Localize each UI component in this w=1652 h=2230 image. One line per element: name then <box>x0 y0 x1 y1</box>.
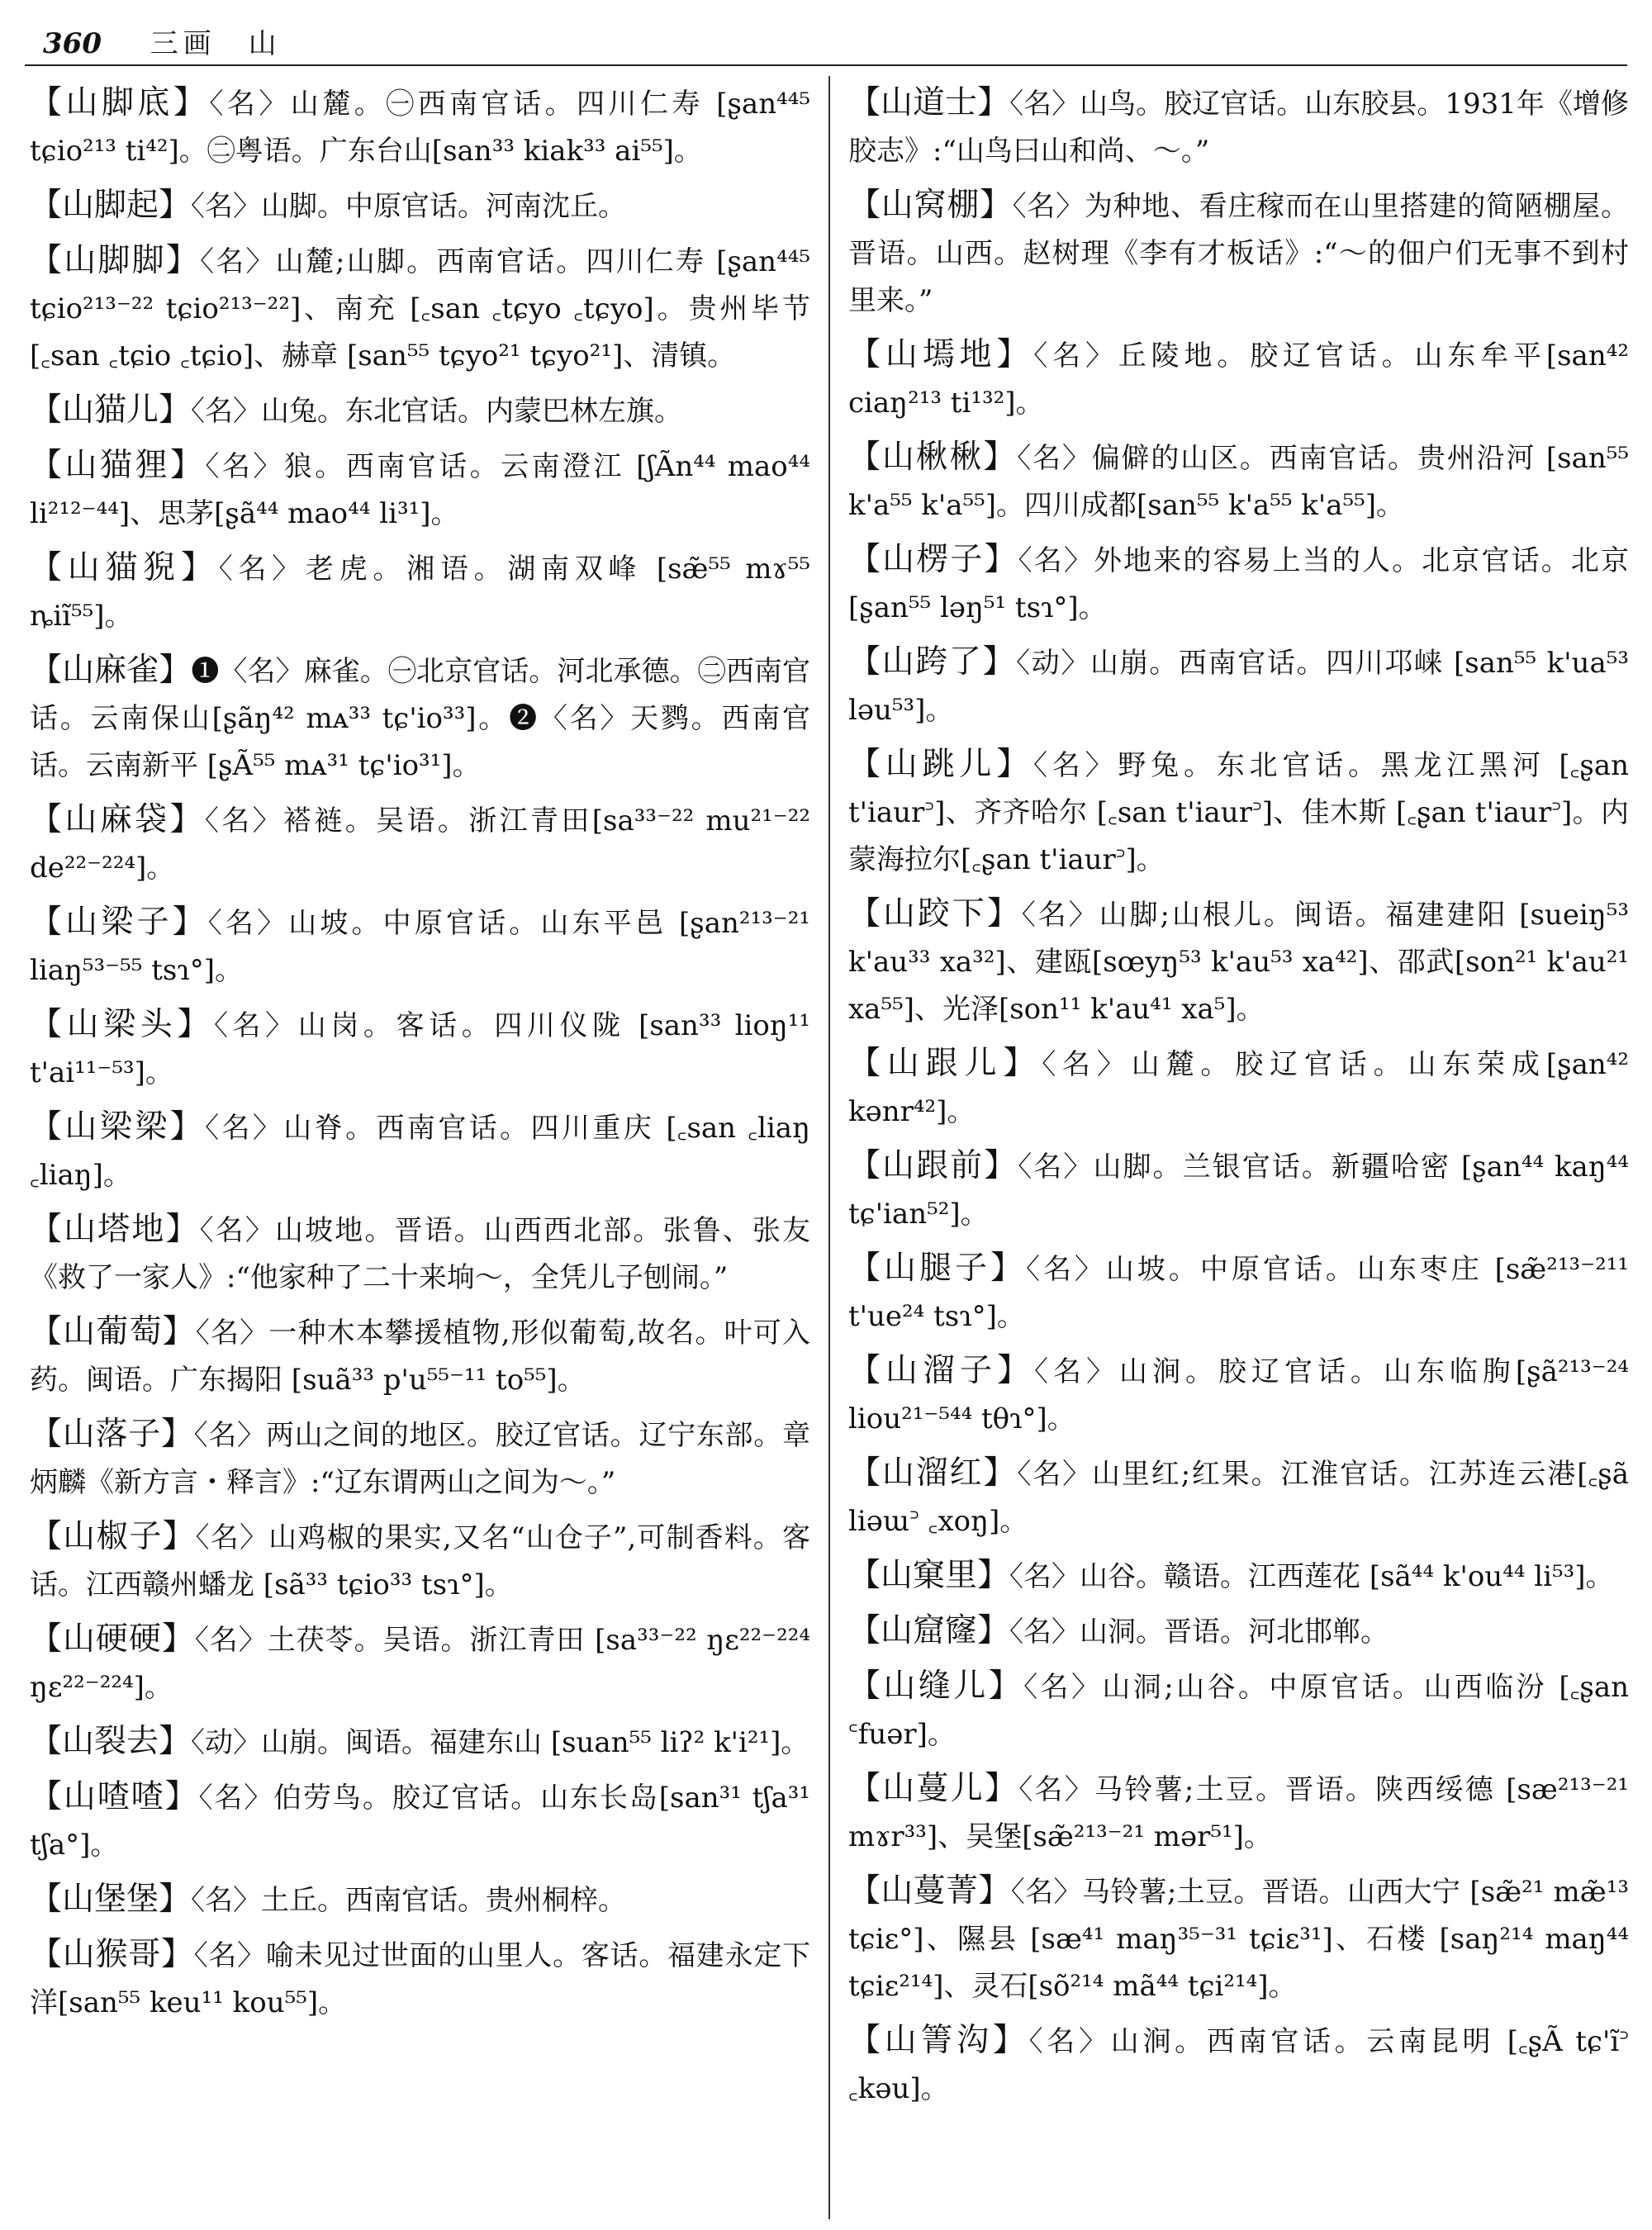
entry-headword: 【山脚起】 <box>30 187 192 224</box>
dictionary-entry <box>848 182 1629 325</box>
dictionary-entry <box>30 796 810 892</box>
dictionary-entry <box>30 1616 810 1711</box>
dictionary-entry <box>848 1142 1629 1238</box>
dictionary-entry <box>848 1040 1629 1136</box>
dictionary-entry <box>848 1245 1629 1340</box>
entry-headword: 【山麻袋】 <box>30 801 205 838</box>
entry-definition: 〈名〉山洞。晋语。河北邯郸。 <box>1009 1616 1389 1649</box>
dictionary-entry <box>30 387 810 435</box>
dictionary-entry <box>848 890 1629 1033</box>
entry-definition: 〈名〉山麓。㊀西南官话。四川仁寿 [ʂan⁴⁴⁵ tɕio²¹³ ti⁴²]。㊁粤语。广东台山[san³³ kiak³³ ai⁵⁵]。 <box>30 88 810 168</box>
entry-headword: 【山溜红】 <box>848 1454 1018 1492</box>
entry-definition: 〈名〉山岗。客话。四川仪陇 [san³³ lioŋ¹¹ t'ai¹¹⁻⁵³]。 <box>30 1009 810 1089</box>
entry-headword: 【山蔓儿】 <box>848 1770 1019 1807</box>
entry-headword: 【山硬硬】 <box>30 1620 195 1658</box>
entry-definition: 〈名〉偏僻的山区。西南官话。贵州沿河 [san⁵⁵ k'a⁵⁵ k'a⁵⁵]。四川成都[san⁵⁵ k'a⁵⁵ k'a⁵⁵]。 <box>848 442 1629 522</box>
dictionary-entry <box>30 544 810 640</box>
dictionary-entry <box>30 1001 810 1097</box>
entry-headword: 【山梁头】 <box>30 1006 214 1043</box>
dictionary-entry <box>30 1103 810 1199</box>
entry-definition: 〈名〉山麓。胶辽官话。山东荣成[ʂan⁴² kənr⁴²]。 <box>848 1048 1629 1128</box>
entry-definition: ❶〈名〉麻雀。㊀北京官话。河北承德。㊁西南官话。云南保山[ʂãŋ⁴² mᴀ³³ tɕ'io³³]。❷〈名〉天鹨。西南官话。云南新平 [ʂÃ⁵⁵ mᴀ³¹ tɕ'io³¹]。 <box>30 655 810 782</box>
entry-definition: 〈名〉马铃薯;土豆。晋语。陕西绥德 [sæ²¹³⁻²¹ mɤr³³]、吴堡[sæ̃²¹³⁻²¹ mər⁵¹]。 <box>848 1773 1629 1853</box>
dictionary-entry <box>848 434 1629 529</box>
entry-definition: 〈名〉褡裢。吴语。浙江青田[sa³³⁻²² mu²¹⁻²² de²²⁻²²⁴]。 <box>30 804 810 885</box>
entry-headword: 【山堡堡】 <box>30 1881 192 1918</box>
entry-headword: 【山麻雀】 <box>30 652 192 689</box>
entry-definition: 〈名〉山坡。中原官话。山东枣庄 [sæ̃²¹³⁻²¹¹ t'ue²⁴ tsɿ°]。 <box>848 1253 1629 1333</box>
entry-headword: 【山道士】 <box>848 84 1010 121</box>
entry-headword: 【山溜子】 <box>848 1352 1034 1389</box>
entry-definition: 〈名〉野兔。东北官话。黑龙江黑河 [꜀ʂan t'iaur꜄]、齐齐哈尔 [꜀san t'iaur꜄]、佳木斯 [꜀ʂan t'iaur꜄]。内蒙海拉尔[꜀ʂan t'iaur꜄]。 <box>848 749 1629 876</box>
entry-headword: 【山跟儿】 <box>848 1045 1042 1082</box>
entry-definition: 〈名〉山鸟。胶辽官话。山东胶县。1931年《增修胶志》:“山鸟曰山和尚、～。” <box>848 88 1629 168</box>
dictionary-entry <box>848 741 1629 884</box>
entry-definition: 〈名〉狼。西南官话。云南澄江 [ʃÃn⁴⁴ mao⁴⁴ li²¹²⁻⁴⁴]、思茅[ʂã⁴⁴ mao⁴⁴ li³¹]。 <box>30 450 810 530</box>
entry-definition: 〈名〉山兔。东北官话。内蒙巴林左旗。 <box>191 395 683 428</box>
entry-definition: 〈名〉山洞;山谷。中原官话。山西临汾 [꜀ʂan ꜂fuər]。 <box>848 1671 1629 1751</box>
entry-headword: 【山裂去】 <box>30 1723 192 1760</box>
page-number: 360 <box>43 27 102 60</box>
entry-headword: 【山窝棚】 <box>848 187 1013 224</box>
entry-headword: 【山猫儿】 <box>30 391 192 429</box>
entry-definition: 〈名〉两山之间的地区。胶辽官话。辽宁东部。章炳麟《新方言・释言》:“辽东谓两山之间为～。” <box>30 1419 810 1499</box>
entry-definition: 〈名〉山脊。西南官话。四川重庆 [꜀san ꜀liaŋ ꜀liaŋ]。 <box>30 1112 810 1192</box>
entry-headword: 【山脚脚】 <box>30 242 201 279</box>
entry-headword: 【山蔓菁】 <box>848 1872 1011 1910</box>
dictionary-entry <box>30 237 810 380</box>
dictionary-entry <box>848 331 1629 427</box>
entry-headword: 【山跳儿】 <box>848 746 1033 783</box>
entry-headword: 【山腿子】 <box>848 1250 1026 1287</box>
section-label: 三画 <box>150 27 216 60</box>
dictionary-entry <box>30 79 810 175</box>
dictionary-entry <box>30 1931 810 2027</box>
dictionary-entry <box>848 79 1629 175</box>
entry-definition: 〈名〉山脚。中原官话。河南沈丘。 <box>191 190 627 223</box>
entry-definition: 〈名〉马铃薯;土豆。晋语。山西大宁 [sæ̃²¹ mæ̃¹³ tɕiɛ°]、隰县 [sæ⁴¹ maŋ³⁵⁻³¹ tɕiɛ³¹]、石楼 [saŋ²¹⁴ maŋ⁴⁴ tɕiɛ²¹⁴]、灵石[sõ²¹⁴ mã⁴⁴ tɕi²¹⁴]。 <box>848 1876 1629 2003</box>
entry-headword: 【山楞子】 <box>848 541 1018 578</box>
entry-definition: 〈名〉山脚;山根儿。闽语。福建建阳 [sueiŋ⁵³ k'au³³ xa³²]、建瓯[sœyŋ⁵³ k'au⁵³ xa⁴²]、邵武[son²¹ k'au²¹ xa⁵⁵]、光泽[son¹¹ k'au⁴¹ xa⁵]。 <box>848 899 1629 1026</box>
dictionary-entry <box>30 1773 810 1869</box>
entry-headword: 【山椒子】 <box>30 1518 196 1555</box>
column-divider <box>828 76 830 2219</box>
entry-definition: 〈名〉伯劳鸟。胶辽官话。山东长岛[san³¹ tʃa³¹ tʃa°]。 <box>30 1782 810 1862</box>
dictionary-entry <box>848 1347 1629 1443</box>
header-rule <box>25 64 1627 66</box>
dictionary-entry <box>30 647 810 790</box>
entry-definition: 〈名〉外地来的容易上当的人。北京官话。北京 [ʂan⁵⁵ ləŋ⁵¹ tsɿ°]。 <box>848 544 1629 624</box>
entry-headword: 【山跨了】 <box>848 643 1017 681</box>
entry-definition: 〈名〉一种木本攀援植物,形似葡萄,故名。叶可入药。闽语。广东揭阳 [suã³³ p'u⁵⁵⁻¹¹ to⁵⁵]。 <box>30 1317 810 1397</box>
entry-headword: 【山梁子】 <box>30 904 208 941</box>
entry-definition: 〈名〉山脚。兰银官话。新疆哈密 [ʂan⁴⁴ kaŋ⁴⁴ tɕ'ian⁵²]。 <box>848 1151 1629 1231</box>
entry-definition: 〈名〉丘陵地。胶辽官话。山东牟平[san⁴² ciaŋ²¹³ ti¹³²]。 <box>848 339 1629 420</box>
dictionary-entry <box>30 1513 810 1609</box>
entry-headword: 【山墕地】 <box>848 336 1034 373</box>
page-header <box>43 23 1612 64</box>
entry-headword: 【山箐沟】 <box>848 2022 1029 2059</box>
entry-definition: 〈动〉山崩。闽语。福建东山 [suan⁵⁵ liʔ² k'i²¹]。 <box>191 1726 809 1759</box>
dictionary-entry <box>848 1552 1629 1601</box>
entry-definition: 〈动〉山崩。西南官话。四川邛崃 [san⁵⁵ k'ua⁵³ ləu⁵³]。 <box>848 647 1629 727</box>
dictionary-entry <box>848 1607 1629 1656</box>
dictionary-entry <box>30 182 810 230</box>
entry-headword: 【山喳喳】 <box>30 1778 199 1815</box>
dictionary-entry <box>30 1411 810 1506</box>
entry-headword: 【山落子】 <box>30 1416 194 1453</box>
dictionary-entry <box>30 1206 810 1302</box>
entry-definition: 〈名〉山涧。胶辽官话。山东临朐[ʂã²¹³⁻²⁴ liou²¹⁻⁵⁴⁴ tθɿ°]。 <box>848 1355 1629 1435</box>
entry-definition: 〈名〉为种地、看庄稼而在山里搭建的简陋棚屋。晋语。山西。赵树理《李有才板话》:“～的佃户们无事不到村里来。” <box>848 190 1629 317</box>
entry-headword: 【山缝儿】 <box>848 1668 1024 1705</box>
entry-definition: 〈名〉老虎。湘语。湖南双峰 [sæ̃⁵⁵ mɤ⁵⁵ ȵiĩ⁵⁵]。 <box>30 553 810 633</box>
entry-definition: 〈名〉土茯苓。吴语。浙江青田 [sa³³⁻²² ŋɛ²²⁻²²⁴ ŋɛ²²⁻²²⁴]。 <box>30 1624 810 1704</box>
entry-headword: 【山跤下】 <box>848 895 1022 932</box>
entry-headword: 【山梁梁】 <box>30 1108 206 1146</box>
dictionary-entry <box>30 1718 810 1767</box>
entry-definition: 〈名〉土丘。西南官话。贵州桐梓。 <box>191 1884 627 1917</box>
entry-headword: 【山跟前】 <box>848 1147 1018 1184</box>
dictionary-entry <box>848 638 1629 734</box>
entry-headword: 【山楸楸】 <box>848 439 1018 476</box>
entry-definition: 〈名〉山谷。赣语。江西莲花 [sã⁴⁴ k'ou⁴⁴ li⁵³]。 <box>1009 1560 1614 1593</box>
entry-headword: 【山猫狸】 <box>30 447 206 484</box>
dictionary-entry <box>30 899 810 994</box>
entry-definition: 〈名〉山坡。中原官话。山东平邑 [ʂan²¹³⁻²¹ liaŋ⁵³⁻⁵⁵ tsɿ°]。 <box>30 907 810 987</box>
entry-headword: 【山猫猊】 <box>30 549 219 586</box>
dictionary-entry <box>848 2017 1629 2113</box>
right-column <box>848 79 1629 2218</box>
entry-headword: 【山葡萄】 <box>30 1313 196 1350</box>
entry-headword: 【山脚底】 <box>30 84 210 121</box>
entry-definition: 〈名〉喻未见过世面的山里人。客话。福建永定下洋[san⁵⁵ keu¹¹ kou⁵⁵]。 <box>30 1939 810 2019</box>
entry-headword: 【山窟窿】 <box>848 1612 1010 1649</box>
entry-definition: 〈名〉山坡地。晋语。山西西北部。张鲁、张友《救了一家人》:“他家种了二十来垧～，全凭儿子刨闹。” <box>30 1214 810 1294</box>
entry-definition: 〈名〉山里红;红果。江淮官话。江苏连云港[꜀ʂã liəɯ꜄ ꜀xoŋ]。 <box>848 1458 1629 1538</box>
dictionary-entry <box>30 1308 810 1404</box>
entry-definition: 〈名〉山麓;山脚。西南官话。四川仁寿 [ʂan⁴⁴⁵ tɕio²¹³⁻²² tɕio²¹³⁻²²]、南充 [꜀san ꜀tɕyo ꜀tɕyo]。贵州毕节 [꜀san ꜀tɕio ꜀tɕio]、赫章 [san⁵⁵ tɕyo²¹ tɕyo²¹]、清镇。 <box>30 245 810 372</box>
dictionary-entry <box>848 1867 1629 2010</box>
dictionary-entry <box>30 442 810 538</box>
entry-definition: 〈名〉山涧。西南官话。云南昆明 [꜀ʂÃ tɕ'ĩ꜄ ꜀kəu]。 <box>848 2025 1629 2105</box>
entry-headword: 【山猴哥】 <box>30 1936 194 1973</box>
dictionary-entry <box>848 1663 1629 1758</box>
entry-headword: 【山窠里】 <box>848 1557 1010 1594</box>
dictionary-entry <box>848 1450 1629 1545</box>
dictionary-entry <box>848 536 1629 632</box>
radical-label: 山 <box>248 27 277 60</box>
left-column <box>30 79 810 2218</box>
entry-headword: 【山塔地】 <box>30 1211 200 1248</box>
dictionary-entry <box>848 1765 1629 1861</box>
entry-definition: 〈名〉山鸡椒的果实,又名“山仓子”,可制香料。客话。江西赣州蟠龙 [sã³³ tɕio³³ tsɿ°]。 <box>30 1521 810 1601</box>
dictionary-entry <box>30 1876 810 1924</box>
